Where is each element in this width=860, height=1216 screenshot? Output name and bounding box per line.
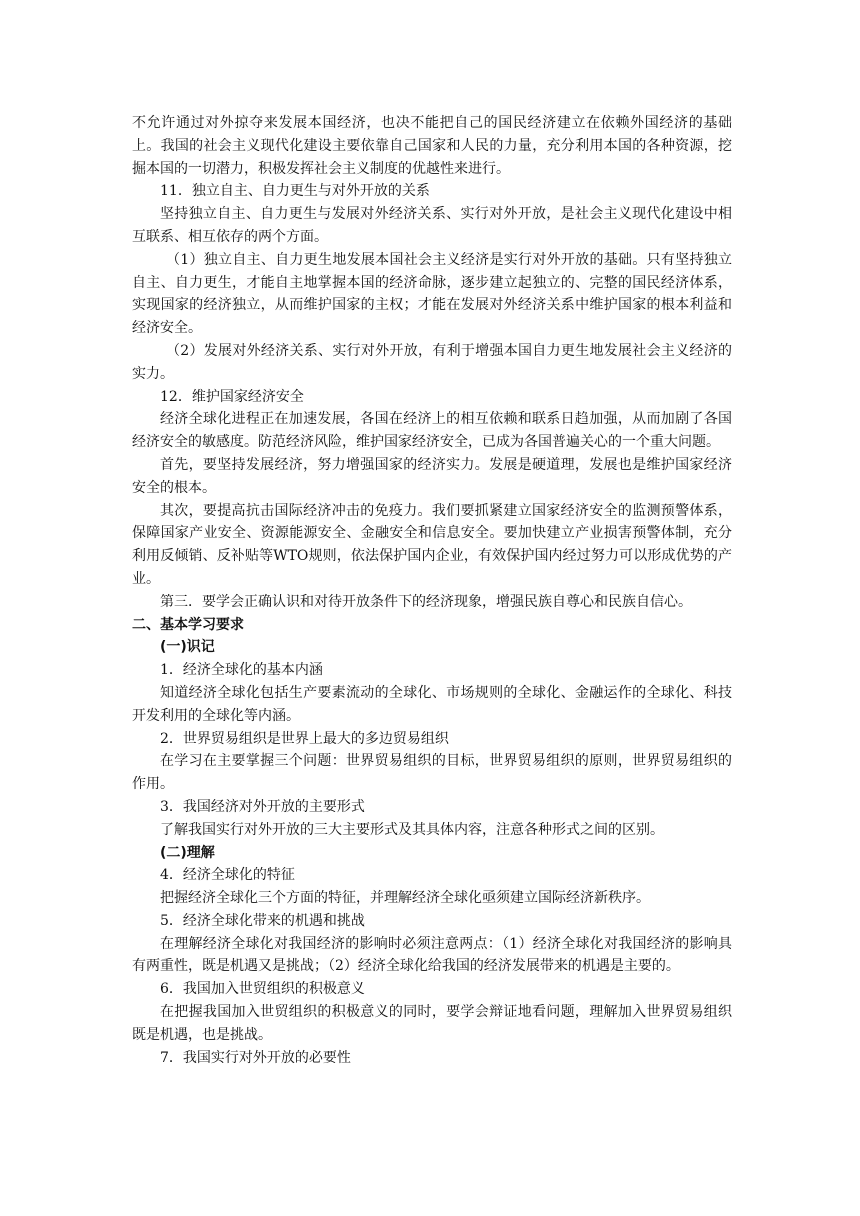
item-heading: 1．经济全球化的基本内涵: [160, 662, 323, 679]
document-page: [132, 112, 732, 1069]
chapter-heading: 二、基本学习要求: [132, 616, 244, 633]
section-heading-11: 11．独立自主、自力更生与对外开放的关系: [160, 183, 430, 200]
item-heading: 2．世界贸易组织是世界上最大的多边贸易组织: [160, 730, 449, 747]
item-heading: 5．经济全球化带来的机遇和挑战: [160, 912, 365, 929]
paragraph: 坚持独立自主、自力更生与发展对外经济关系、实行对外开放，是社会主义现代化建设中相互联系、相互依存的两个方面。: [132, 206, 732, 245]
item-heading: 6．我国加入世贸组织的积极意义: [160, 981, 365, 998]
paragraph: 在学习在主要掌握三个问题：世界贸易组织的目标，世界贸易组织的原则，世界贸易组织的作用。: [132, 753, 732, 793]
paragraph: 经济全球化进程正在加速发展，各国在经济上的相互依赖和联系日趋加强，从而加剧了各国经济安全的敏感度。防范经济风险，维护国家经济安全，已成为各国普遍关心的一个重大问题。: [132, 411, 732, 451]
item-heading: 4．经济全球化的特征: [160, 867, 295, 884]
paragraph: 不允许通过对外掠夺来发展本国经济，也决不能把自己的国民经济建立在依赖外国经济的基础上。我国的社会主义现代化建设主要依靠自己国家和人民的力量，充分利用本国的各种资源，挖掘本国的一切潜力，积极发挥社会主义制度的优越性来进行。: [132, 115, 732, 177]
paragraph: 把握经济全球化三个方面的特征，并理解经济全球化亟须建立国际经济新秩序。: [160, 890, 650, 907]
section-heading-12: 12．维护国家经济安全: [160, 388, 304, 405]
subsection-heading-understand: (二)理解: [160, 844, 215, 861]
item-heading: 7．我国实行对外开放的必要性: [160, 1049, 351, 1066]
item-heading: 3．我国经济对外开放的主要形式: [160, 798, 365, 815]
paragraph: 在把握我国加入世贸组织的积极意义的同时，要学会辩证地看问题，理解加入世界贸易组织既是机遇，也是挑战。: [132, 1004, 732, 1043]
paragraph: （2）发展对外经济关系、实行对外开放，有利于增强本国自力更生地发展社会主义经济的实力。: [132, 342, 732, 382]
paragraph: 在理解经济全球化对我国经济的影响时必须注意两点：（1）经济全球化对我国经济的影响具有两重性，既是机遇又是挑战；（2）经济全球化给我国的经济发展带来的机遇是主要的。: [132, 935, 732, 975]
subsection-heading-memorize: (一)识记: [160, 639, 215, 656]
paragraph: （1）独立自主、自力更生地发展本国社会主义经济是实行对外开放的基础。只有坚持独立自主、自力更生，才能自主地掌握本国的经济命脉，逐步建立起独立的、完整的国民经济体系，实现国家的经济独立，从而维护国家的主权；才能在发展对外经济关系中维护国家的根本利益和经济安全。: [132, 251, 732, 337]
paragraph: 其次，要提高抗击国际经济冲击的免疫力。我们要抓紧建立国家经济安全的监测预警体系，保障国家产业安全、资源能源安全、金融安全和信息安全。要加快建立产业损害预警体制，充分利用反倾销、反补贴等WTO规则，依法保护国内企业，有效保护国内经过努力可以形成优势的产业。: [132, 502, 732, 587]
paragraph: 第三．要学会正确认识和对待开放条件下的经济现象，增强民族自尊心和民族自信心。: [160, 593, 692, 610]
paragraph: 首先，要坚持发展经济，努力增强国家的经济实力。发展是硬道理，发展也是维护国家经济安全的根本。: [132, 456, 732, 496]
paragraph: 知道经济全球化包括生产要素流动的全球化、市场规则的全球化、金融运作的全球化、科技开发利用的全球化等内涵。: [132, 684, 732, 724]
paragraph: 了解我国实行对外开放的三大主要形式及其具体内容，注意各种形式之间的区别。: [160, 821, 664, 838]
